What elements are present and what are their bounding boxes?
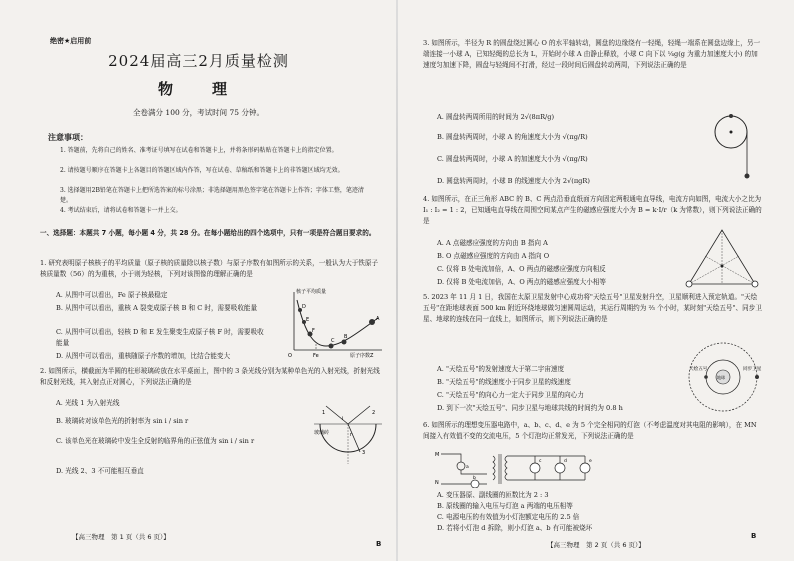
q1-option-c: C. 从图中可以看出，轻核 D 和 E 发生聚变生成原子核 F 时，需要吸收能量 — [56, 328, 264, 347]
secret-mark: 绝密★启用前 — [50, 37, 92, 45]
q5-option-b: B. "天绘五号"的线速度小于同步卫星的线速度 — [437, 378, 571, 386]
q3-option-c: C. 圆盘转两周时，小球 A 的加速度大小为 √(πg/R) — [437, 155, 588, 163]
q3-diagram — [703, 104, 767, 184]
point-b: B — [344, 334, 348, 340]
q5-option-d: D. 到下一次"天绘五号"、同步卫星与地球共线的时间约为 0.8 h — [437, 404, 623, 412]
q6-option-d: D. 若将小灯泡 d 拆除，则小灯泡 a、b 有可能被烧坏 — [437, 524, 593, 532]
q3-option-b: B. 圆盘转两周时，小球 A 的角速度大小为 √(πg/R) — [437, 133, 588, 141]
q1-stem: 1. 研究表明原子核核子的平均质量（原子核的质量除以核子数）与原子序数有如图所示的关系，一般认为大于铁原子核质量数（56）的为重核，小于则为轻核，下列对该图像的理解正确的是 — [40, 259, 379, 278]
notice-title: 注意事项： — [48, 133, 88, 142]
exam-meta: 全卷满分 100 分，考试时间 75 分钟。 — [133, 108, 264, 117]
bulb-c: c — [539, 459, 542, 464]
q4-option-c: C. 仅将 B 处电流加倍，A、O 两点的磁感应强度方向相反 — [437, 265, 606, 273]
version-mark-right: B — [751, 532, 757, 540]
graph-fe: Fe — [313, 353, 319, 358]
q6-option-b: B. 原线圈的输入电压与灯泡 a 两端的电压相等 — [437, 502, 573, 510]
q1-option-d: D. 从图中可以看出，重核随原子序数的增加，比结合能变大 — [56, 352, 231, 360]
graph-xlabel: 原子序数Z — [350, 353, 374, 358]
bulb-e: e — [589, 459, 592, 464]
q3-stem: 3. 如图所示，半径为 R 的圆盘绕过圆心 O 的水平轴转动，圆盘的边缘绕有一轻绳，轻绳一端系在圆盘边缘上，另一端连接一小球 A，已知轻绳的总长为 L，开始时小球 A 由静止释放，小球 C 向下以 ¼g(g 为重力加速度大小) 的加速度匀加速下降，圆盘与轻绳间不打滑，经过一段时间后圆盘转动两周，下列说法正确的是 — [423, 39, 761, 69]
notice-item: 4. 考试结束后，请将试卷和答题卡一并上交。 — [60, 207, 182, 214]
q5-diagram — [681, 340, 767, 414]
q2-option-c: C. 该单色光在玻璃砖中发生全反射的临界角的正弦值为 sin i / sin r — [56, 437, 255, 445]
q3-option-d: D. 圆盘转两周时，小球 B 的线速度大小为 2√(πgR) — [437, 177, 590, 185]
q4-option-a: A. A 点磁感应强度的方向由 B 指向 A — [437, 239, 548, 247]
page-right — [397, 0, 794, 561]
q4-option-b: B. O 点磁感应强度的方向由 A 指向 O — [437, 252, 550, 260]
q6-option-c: C. 电源电压的有效值为小灯泡额定电压的 2.5 倍 — [437, 513, 580, 521]
notice-item: 1. 答题前，先将自己的姓名、准考证号填写在试卷和答题卡上，并将条形码粘贴在答题卡上的指定位置。 — [60, 147, 338, 154]
q6-stem: 6. 如图所示的理想变压器电路中，a、b、c、d、e 为 5 个完全相同的灯泡（不考虑温度对其电阻的影响），在 MN 间接入有效值不变的交流电压，5 个灯泡均正常发光，下列说法正确的是 — [423, 421, 757, 440]
point-f: F — [312, 328, 315, 334]
ray-2: 2 — [372, 410, 376, 416]
q4-stem: 4. 如图所示，在正三角形 ABC 的 B、C 两点沿垂直纸面方向固定两根通电直导线，电流方向如图，电流大小之比为 I₁ : I₂ = 1 : 2，已知通电直导线在周围空间某点产生的磁感应强度大小为 B = k·I/r（k 为常数），则下列说法正确的是 — [423, 195, 762, 225]
exam-title: 2024届高三2月质量检测 — [108, 52, 289, 70]
q2-option-d: D. 光线 2、3 不可能相互垂直 — [56, 467, 144, 475]
q3-option-a: A. 圆盘转两周所用的时间为 2√(8πR/g) — [437, 113, 555, 121]
q4-diagram — [681, 226, 763, 290]
q2-option-a: A. 光线 1 为入射光线 — [56, 399, 120, 407]
terminal-n: N — [435, 480, 439, 486]
earth-label: 地球 — [717, 375, 725, 380]
subject-title: 物 理 — [157, 80, 239, 98]
terminal-m: M — [435, 452, 440, 458]
point-a: A — [376, 316, 380, 322]
point-c: C — [331, 338, 335, 344]
bulb-a: a — [466, 465, 469, 470]
q2-diagram — [312, 404, 384, 468]
version-mark-left: B — [376, 540, 382, 548]
sat1-label: 天绘五号 — [689, 367, 708, 372]
glass-label: 玻璃砖 — [314, 430, 330, 436]
sat2-label: 同步卫星 — [743, 367, 762, 372]
q2-option-b: B. 玻璃砖对该单色光的折射率为 sin i / sin r — [56, 417, 189, 425]
ray-3: 3 — [362, 450, 366, 456]
q1-option-b: B. 从图中可以看出，重核 A 裂变成原子核 B 和 C 时，需要吸收能量 — [56, 304, 258, 312]
section-heading: 一、选择题：本题共 7 小题，每小题 4 分，共 28 分。在每小题给出的四个选项中，只有一项是符合题目要求的。 — [40, 229, 376, 237]
angle-i: i — [342, 416, 344, 422]
q5-option-c: C. "天绘五号"的向心力一定大于同步卫星的向心力 — [437, 391, 584, 399]
point-d: D — [302, 304, 306, 310]
footer-right: 【高三物理 第 2 页（共 6 页）】 — [547, 541, 645, 549]
q4-option-d: D. 仅将 B 处电流加倍，A、O 两点的磁感应强度大小相等 — [437, 278, 607, 286]
notice-item: 3. 选择题用2B铅笔在答题卡上把所选答案的标号涂黑；非选择题用黑色签字笔在答题卡上作答；字体工整，笔迹清楚。 — [60, 187, 364, 204]
q5-stem: 5. 2023 年 11 月 1 日，我国在太原卫星发射中心成功将"天绘五号"卫星发射升空，卫星顺利进入预定轨道。"天绘五号"在距地球表面 500 km 附近环绕地球做匀速圆周运动，其运行周期约为 ⅔ 个小时，某时刻"天绘五号"、同步卫星、地球的连线在同一直线上，如图所示，则下列说法正确的是 — [423, 293, 762, 323]
footer-left: 【高三物理 第 1 页（共 6 页）】 — [72, 533, 170, 541]
q1-graph — [286, 286, 386, 358]
q6-diagram — [435, 450, 675, 488]
graph-ylabel: 核子平均质量 — [296, 289, 327, 295]
bulb-d: d — [564, 459, 567, 464]
point-e: E — [306, 317, 310, 323]
q1-option-a: A. 从图中可以看出，Fe 原子核最稳定 — [56, 291, 168, 299]
graph-origin: O — [288, 353, 292, 358]
notice-item: 2. 请按题号顺序在答题卡上各题目的答题区域内作答，写在试卷、草稿纸和答题卡上的非答题区域均无效。 — [60, 167, 344, 174]
q2-stem: 2. 如图所示，横截面为半圆的柱形玻璃砖放在水平桌面上，图中的 3 条光线分别为某种单色光的入射光线，折射光线和反射光线，其入射点正对圆心，下列说法正确的是 — [40, 367, 380, 386]
ray-1: 1 — [322, 410, 326, 416]
bulb-b: b — [473, 476, 476, 481]
q5-option-a: A. "天绘五号"的发射速度大于第二宇宙速度 — [437, 365, 565, 373]
angle-r: r — [350, 432, 353, 438]
q6-option-a: A. 变压器原、副线圈的匝数比为 2 : 3 — [437, 491, 549, 499]
